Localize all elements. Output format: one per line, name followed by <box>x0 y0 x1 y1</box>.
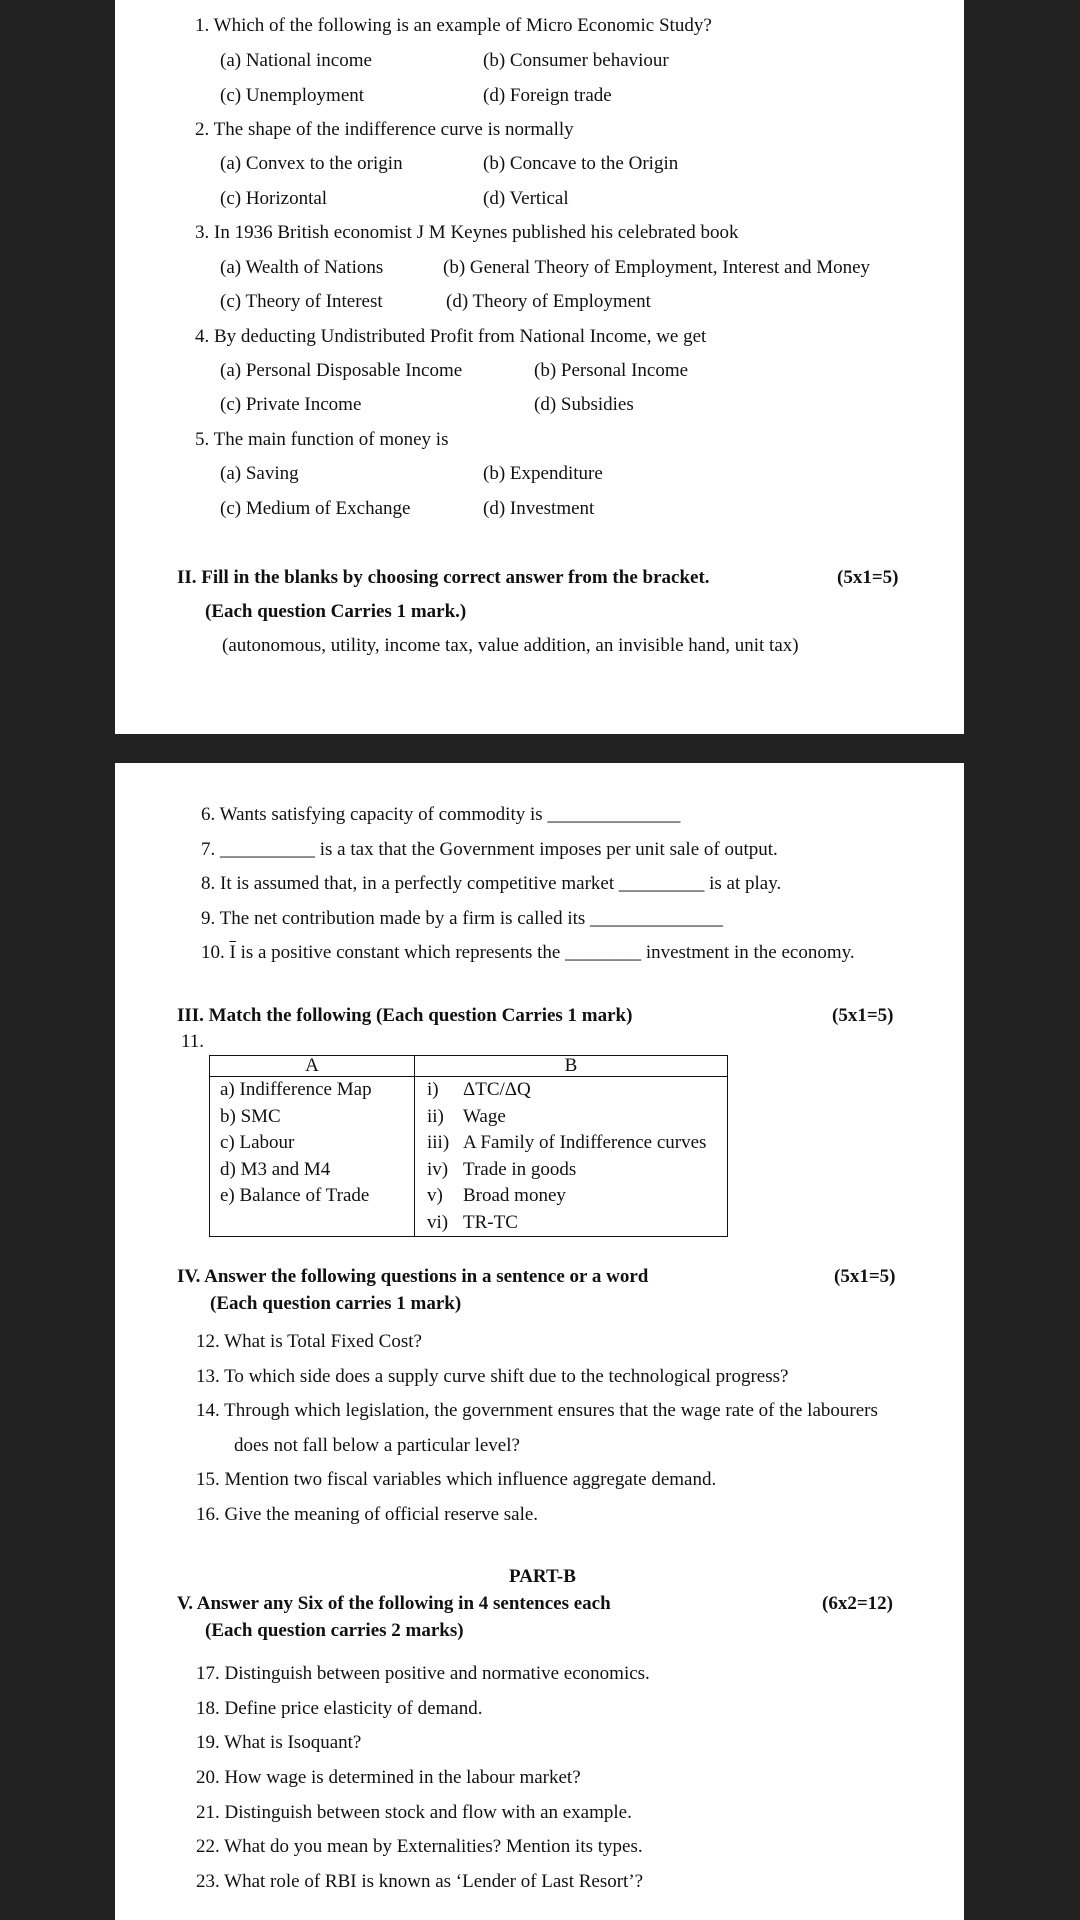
item-numeral: ii) <box>427 1105 444 1127</box>
q10-number: 10. <box>201 942 230 963</box>
question-20: 20. How wage is determined in the labour market? <box>196 1767 581 1788</box>
question-11-number: 11. <box>181 1031 205 1052</box>
section-4-marks: (5x1=5) <box>834 1266 896 1287</box>
question-22: 22. What do you mean by Externalities? Mention its types. <box>196 1836 643 1857</box>
question-17: 17. Distinguish between positive and normative economics. <box>196 1663 650 1684</box>
question-1-stem: 1. Which of the following is an example of Micro Economic Study? <box>195 15 712 36</box>
column-a-item: a) Indifference Map <box>220 1079 372 1100</box>
question-23: 23. What role of RBI is known as ‘Lender of Last Resort’? <box>196 1871 644 1892</box>
q3-option-c: (c) Theory of Interest <box>220 291 383 312</box>
item-text: A Family of Indifference curves <box>463 1132 707 1153</box>
document-page-2 <box>115 763 964 1920</box>
column-a-item: c) Labour <box>220 1132 295 1153</box>
column-a-cell <box>210 1077 415 1237</box>
q1-option-d: (d) Foreign trade <box>483 85 612 106</box>
question-2-stem: 2. The shape of the indifference curve is normally <box>195 119 574 140</box>
item-text: TR-TC <box>463 1211 518 1233</box>
column-a-item: e) Balance of Trade <box>220 1185 370 1206</box>
q4-option-c: (c) Private Income <box>220 394 362 415</box>
question-3-stem: 3. In 1936 British economist J M Keynes published his celebrated book <box>195 222 739 243</box>
fill-blank-options: (autonomous, utility, income tax, value addition, an invisible hand, unit tax) <box>222 635 799 656</box>
column-b-cell <box>415 1077 728 1237</box>
section-5-note: (Each question carries 2 marks) <box>205 1620 464 1641</box>
q10-autonomous-symbol: $\overline{I}$ <box>229 942 236 963</box>
q4-option-b: (b) Personal Income <box>534 360 689 381</box>
q5-option-d: (d) Investment <box>483 498 595 519</box>
question-7: 7. __________ is a tax that the Government imposes per unit sale of output. <box>201 839 778 860</box>
question-15: 15. Mention two fiscal variables which influence aggregate demand. <box>196 1469 717 1490</box>
section-5-heading: V. Answer any Six of the following in 4 sentences each <box>177 1593 611 1614</box>
question-19: 19. What is Isoquant? <box>196 1732 362 1753</box>
section-3-marks: (5x1=5) <box>832 1005 894 1026</box>
item-text: Trade in goods <box>463 1158 577 1180</box>
section-2-note: (Each question Carries 1 mark.) <box>205 601 467 622</box>
q5-option-b: (b) Expenditure <box>483 463 603 484</box>
section-4-note: (Each question carries 1 mark) <box>210 1293 462 1314</box>
q2-option-c: (c) Horizontal <box>220 188 328 209</box>
column-b-item <box>427 1157 727 1184</box>
q1-option-b: (b) Consumer behaviour <box>483 50 669 71</box>
question-4-stem: 4. By deducting Undistributed Profit from National Income, we get <box>195 326 707 347</box>
q2-option-a: (a) Convex to the origin <box>220 153 403 174</box>
q4-option-a: (a) Personal Disposable Income <box>220 360 463 381</box>
q2-option-b: (b) Concave to the Origin <box>483 153 679 174</box>
item-numeral: vi) <box>427 1211 449 1233</box>
question-10 <box>201 941 855 965</box>
column-a-header: A <box>210 1056 415 1077</box>
item-text: ΔTC/ΔQ <box>463 1079 531 1100</box>
q10-text: is a positive constant which represents the ________ investment in the economy. <box>235 942 855 963</box>
document-page-1 <box>115 0 964 734</box>
question-13: 13. To which side does a supply curve shift due to the technological progress? <box>196 1366 789 1387</box>
column-b-item <box>427 1183 727 1210</box>
q1-option-c: (c) Unemployment <box>220 85 365 106</box>
question-14: 14. Through which legislation, the government ensures that the wage rate of the labourers <box>196 1400 878 1421</box>
column-b-item <box>427 1077 727 1104</box>
q2-option-d: (d) Vertical <box>483 188 569 209</box>
column-b-item <box>427 1210 727 1237</box>
column-a-item: d) M3 and M4 <box>220 1158 331 1180</box>
question-9: 9. The net contribution made by a firm is called its ______________ <box>201 908 724 929</box>
question-12: 12. What is Total Fixed Cost? <box>196 1331 422 1352</box>
q3-option-a: (a) Wealth of Nations <box>220 257 384 278</box>
item-numeral: iii) <box>427 1132 450 1153</box>
match-table <box>209 1055 728 1237</box>
column-a-item: b) SMC <box>220 1105 281 1127</box>
item-numeral: i) <box>427 1079 439 1100</box>
section-2-marks: (5x1=5) <box>837 567 899 588</box>
q4-option-d: (d) Subsidies <box>534 394 634 415</box>
column-b-item <box>427 1104 727 1131</box>
section-4-heading: IV. Answer the following questions in a sentence or a word <box>177 1266 649 1287</box>
question-6: 6. Wants satisfying capacity of commodity is ______________ <box>201 804 681 825</box>
q5-option-c: (c) Medium of Exchange <box>220 498 411 519</box>
section-2-heading: II. Fill in the blanks by choosing correct answer from the bracket. <box>177 567 710 588</box>
question-16: 16. Give the meaning of official reserve sale. <box>196 1504 539 1525</box>
q3-option-d: (d) Theory of Employment <box>446 291 651 312</box>
question-21: 21. Distinguish between stock and flow with an example. <box>196 1802 632 1823</box>
column-b-item <box>427 1130 727 1157</box>
item-text: Broad money <box>463 1185 566 1206</box>
part-b-title: PART-B <box>509 1566 576 1587</box>
section-5-marks: (6x2=12) <box>822 1593 893 1614</box>
item-text: Wage <box>463 1105 506 1127</box>
question-8: 8. It is assumed that, in a perfectly competitive market _________ is at play. <box>201 873 782 894</box>
item-numeral: iv) <box>427 1158 449 1180</box>
q3-option-b: (b) General Theory of Employment, Interest and Money <box>443 257 871 278</box>
question-14-continued: does not fall below a particular level? <box>234 1435 520 1456</box>
item-numeral: v) <box>427 1185 443 1206</box>
q1-option-a: (a) National income <box>220 50 372 71</box>
question-18: 18. Define price elasticity of demand. <box>196 1698 483 1719</box>
section-3-heading: III. Match the following (Each question Carries 1 mark) <box>177 1005 633 1026</box>
q5-option-a: (a) Saving <box>220 463 299 484</box>
question-5-stem: 5. The main function of money is <box>195 429 449 450</box>
column-b-header: B <box>415 1056 728 1077</box>
